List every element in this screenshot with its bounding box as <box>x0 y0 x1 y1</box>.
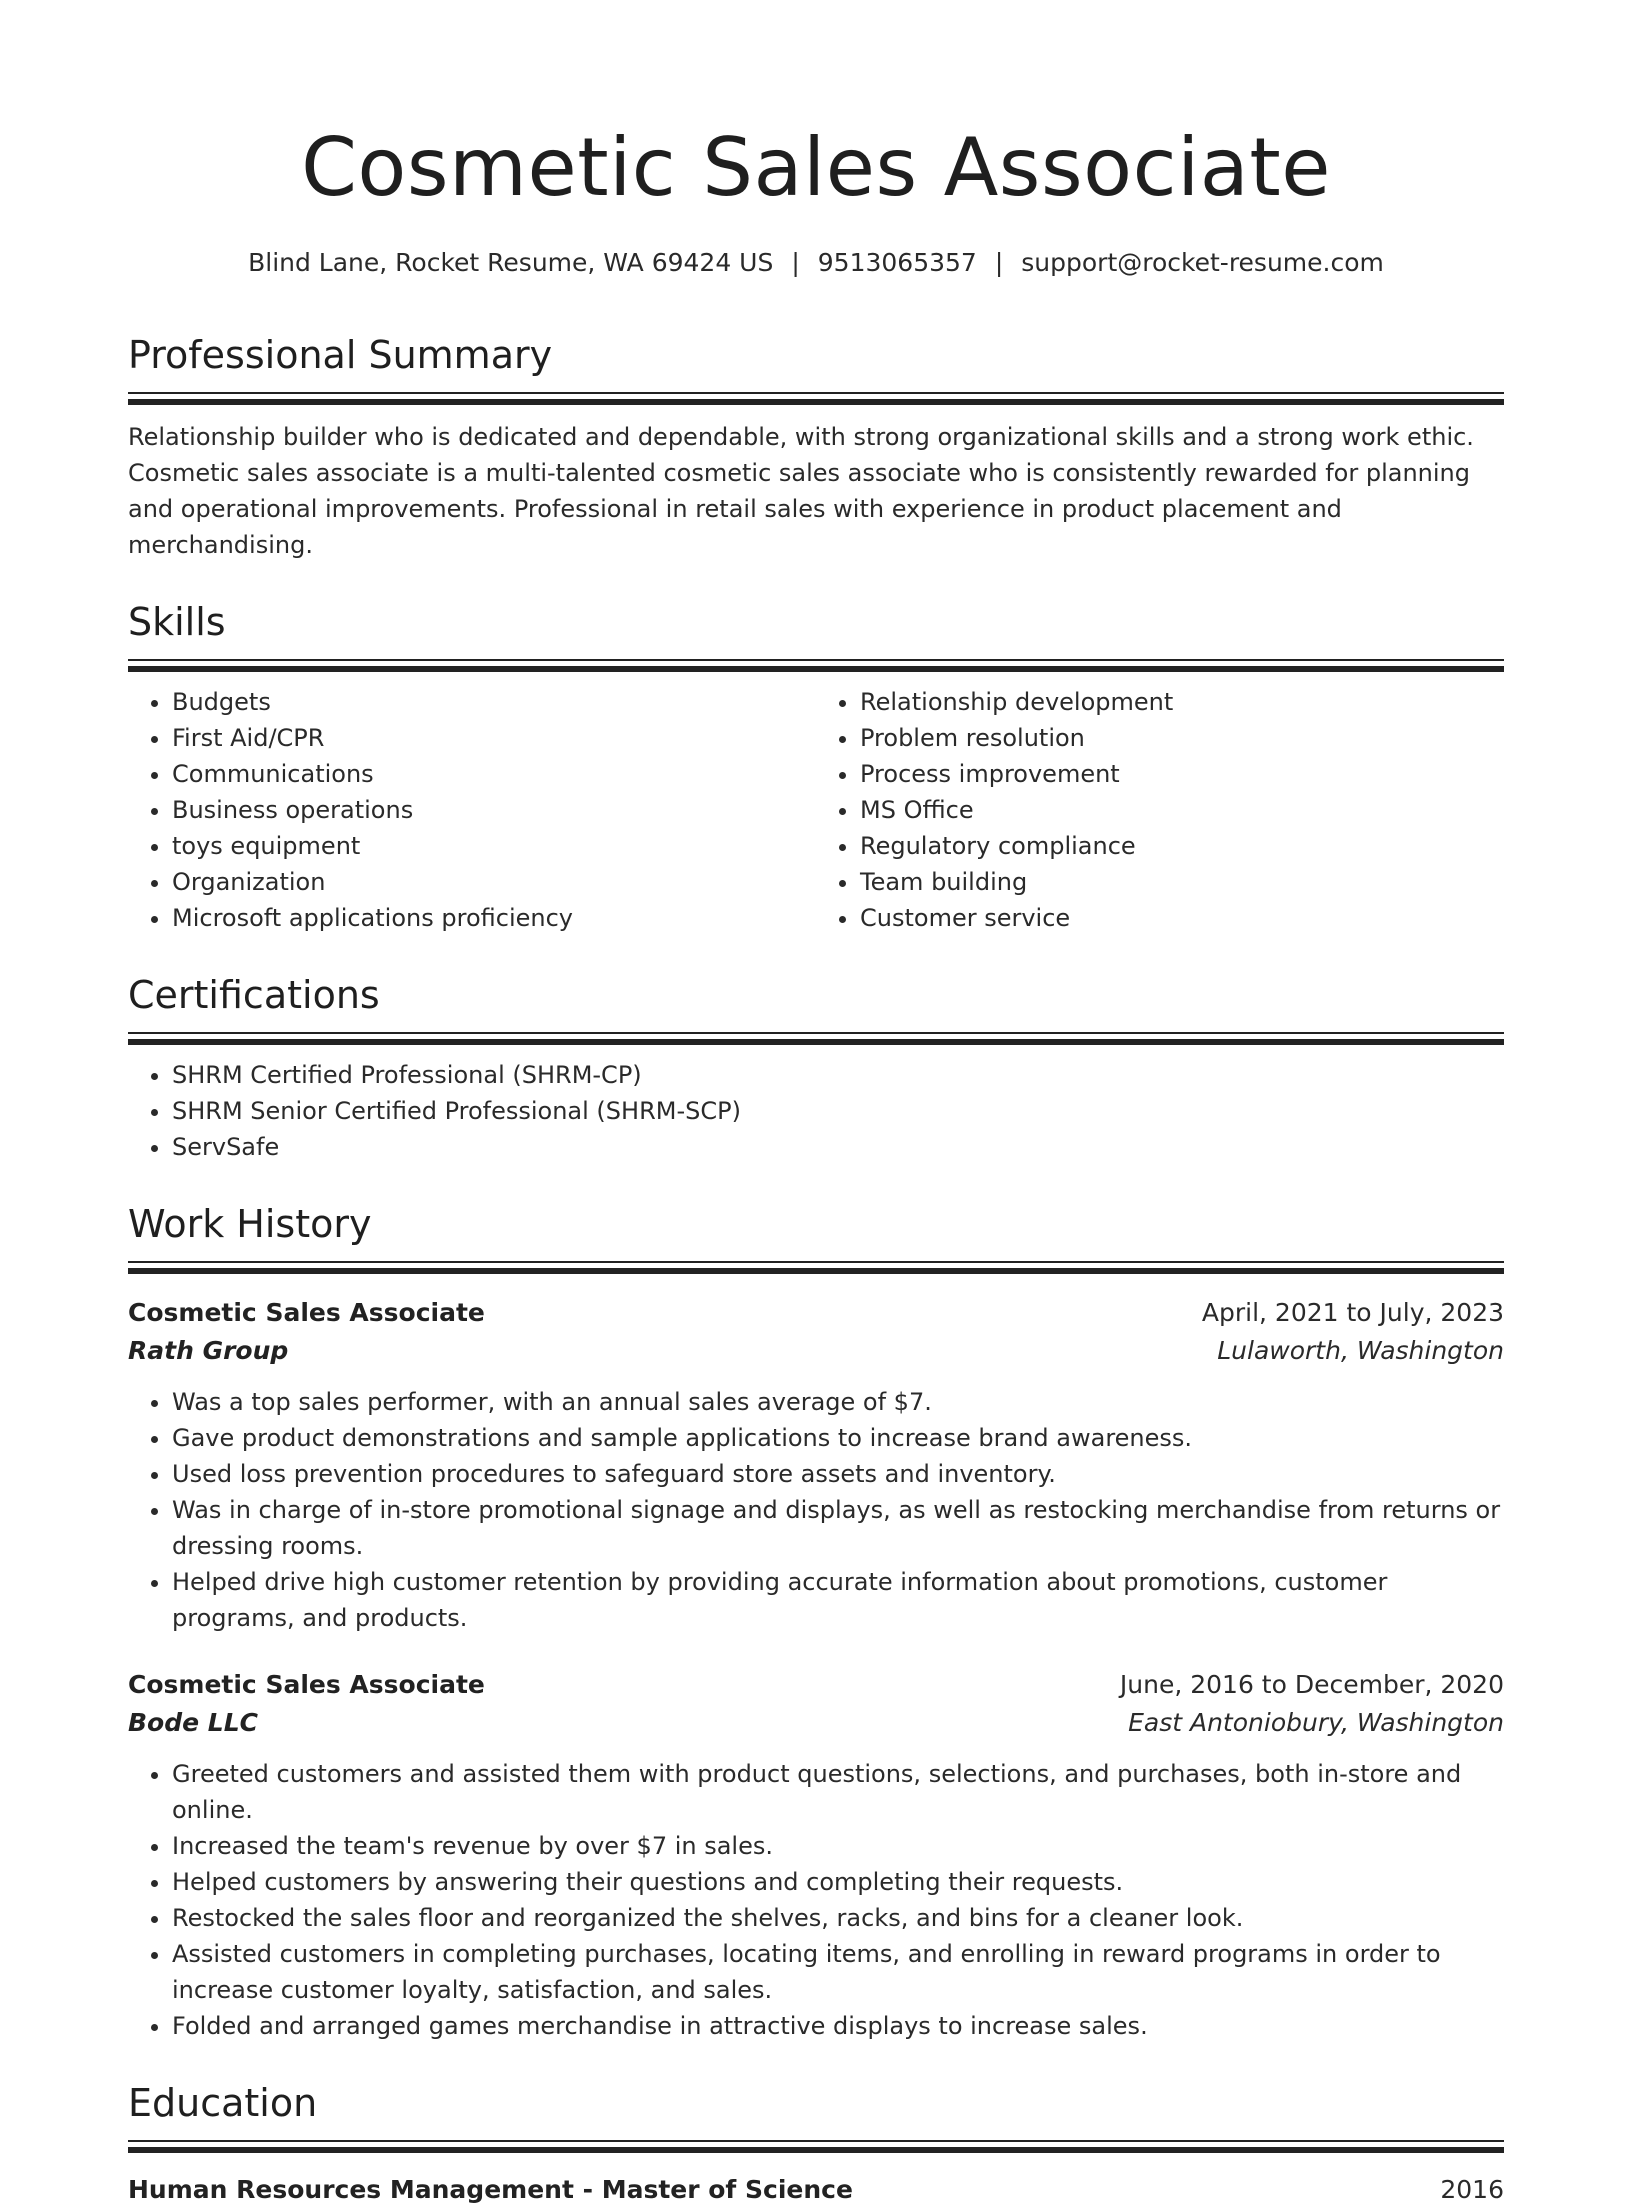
skill-item: • First Aid/CPR <box>172 720 816 756</box>
phone: 9513065357 <box>817 248 977 277</box>
skill-item: • Regulatory compliance <box>860 828 1504 864</box>
skill-item: • Communications <box>172 756 816 792</box>
education-entry <box>128 2171 1504 2209</box>
summary-heading: Professional Summary <box>128 333 553 377</box>
job-bullet: • Used loss prevention procedures to safeguard store assets and inventory. <box>172 1456 1504 1492</box>
job-company: Rath Group <box>128 1336 289 1365</box>
email: support@rocket-resume.com <box>1021 248 1384 277</box>
section-divider <box>128 2140 1504 2142</box>
work-history-heading: Work History <box>128 1202 372 1246</box>
summary-text: Relationship builder who is dedicated and dependable, with strong organizational skills and a strong work ethic. Cosmetic sales associate is a multi-talented cosmetic sales associate who is consistently rewarded for planning and operational improvements. Professional in retail sales with experience in product placement and merchandising. <box>128 423 1474 559</box>
section-divider <box>128 1039 1504 1045</box>
contact-separator: | <box>994 248 1004 277</box>
education-section <box>128 2078 1504 2209</box>
address: Blind Lane, Rocket Resume, WA 69424 US <box>248 248 774 277</box>
job-bullet: • Helped customers by answering their questions and completing their requests. <box>172 1864 1504 1900</box>
skill-item: • Organization <box>172 864 816 900</box>
certification-item: • ServSafe <box>172 1129 1504 1165</box>
contact-separator: | <box>791 248 800 277</box>
skill-item: • Customer service <box>860 900 1504 936</box>
skill-item: • Problem resolution <box>860 720 1504 756</box>
skill-item: • Process improvement <box>860 756 1504 792</box>
job-title: Cosmetic Sales Associate <box>128 1298 485 1327</box>
section-divider <box>128 392 1504 394</box>
job-bullet: • Increased the team's revenue by over $7 in sales. <box>172 1828 1504 1864</box>
certifications-section <box>128 970 1504 1165</box>
job-entry <box>128 1294 1504 1636</box>
skills-list-left <box>128 684 816 936</box>
job-bullets <box>128 1384 1504 1636</box>
job-dates: April, 2021 to July, 2023 <box>1201 1298 1504 1327</box>
section-divider <box>128 1261 1504 1263</box>
job-dates: June, 2016 to December, 2020 <box>1119 1670 1504 1699</box>
education-degree: Human Resources Management - Master of Science <box>128 2175 853 2204</box>
skill-item: • Relationship development <box>860 684 1504 720</box>
job-bullet: • Folded and arranged games merchandise in attractive displays to increase sales. <box>172 2008 1504 2044</box>
section-divider <box>128 1268 1504 1274</box>
skill-item: • Team building <box>860 864 1504 900</box>
skills-section <box>128 597 1504 936</box>
work-history-section <box>128 1199 1504 2044</box>
job-bullet: • Was in charge of in-store promotional signage and displays, as well as restocking merchandise from returns or dressing rooms. <box>172 1492 1504 1564</box>
job-entry <box>128 1666 1504 2044</box>
skills-heading: Skills <box>128 600 226 644</box>
section-divider <box>128 2147 1504 2153</box>
job-bullets <box>128 1756 1504 2044</box>
certifications-list <box>128 1057 1504 1165</box>
job-bullet: • Helped drive high customer retention by providing accurate information about promotions, customer programs, and products. <box>172 1564 1504 1636</box>
job-company: Bode LLC <box>128 1708 258 1737</box>
skills-list-right <box>816 684 1504 936</box>
education-year: 2016 <box>1440 2175 1504 2204</box>
job-bullet: • Assisted customers in completing purchases, locating items, and enrolling in reward programs in order to increase customer loyalty, satisfaction, and sales. <box>172 1936 1504 2008</box>
job-bullet: • Gave product demonstrations and sample applications to increase brand awareness. <box>172 1420 1504 1456</box>
resume-title: Cosmetic Sales Associate <box>301 121 1331 214</box>
skills-columns <box>128 672 1504 936</box>
job-bullet: • Greeted customers and assisted them with product questions, selections, and purchases, both in-store and online. <box>172 1756 1504 1828</box>
job-location: East Antoniobury, Washington <box>1128 1708 1504 1737</box>
skill-item: • Business operations <box>172 792 816 828</box>
job-title: Cosmetic Sales Associate <box>128 1670 485 1699</box>
job-location: Lulaworth, Washington <box>1217 1336 1504 1365</box>
section-divider <box>128 399 1504 405</box>
skill-item: • toys equipment <box>172 828 816 864</box>
certifications-heading: Certifications <box>128 973 380 1017</box>
contact-line <box>128 246 1504 280</box>
job-bullet: • Was a top sales performer, with an annual sales average of $7. <box>172 1384 1504 1420</box>
section-divider <box>128 659 1504 661</box>
job-bullet: • Restocked the sales floor and reorganized the shelves, racks, and bins for a cleaner look. <box>172 1900 1504 1936</box>
certification-item: • SHRM Senior Certified Professional (SHRM-SCP) <box>172 1093 1504 1129</box>
section-divider <box>128 1032 1504 1034</box>
education-heading: Education <box>128 2081 318 2125</box>
skill-item: • Microsoft applications proficiency <box>172 900 816 936</box>
skill-item: • Budgets <box>172 684 816 720</box>
skill-item: • MS Office <box>860 792 1504 828</box>
summary-section <box>128 330 1504 563</box>
certification-item: • SHRM Certified Professional (SHRM-CP) <box>172 1057 1504 1093</box>
